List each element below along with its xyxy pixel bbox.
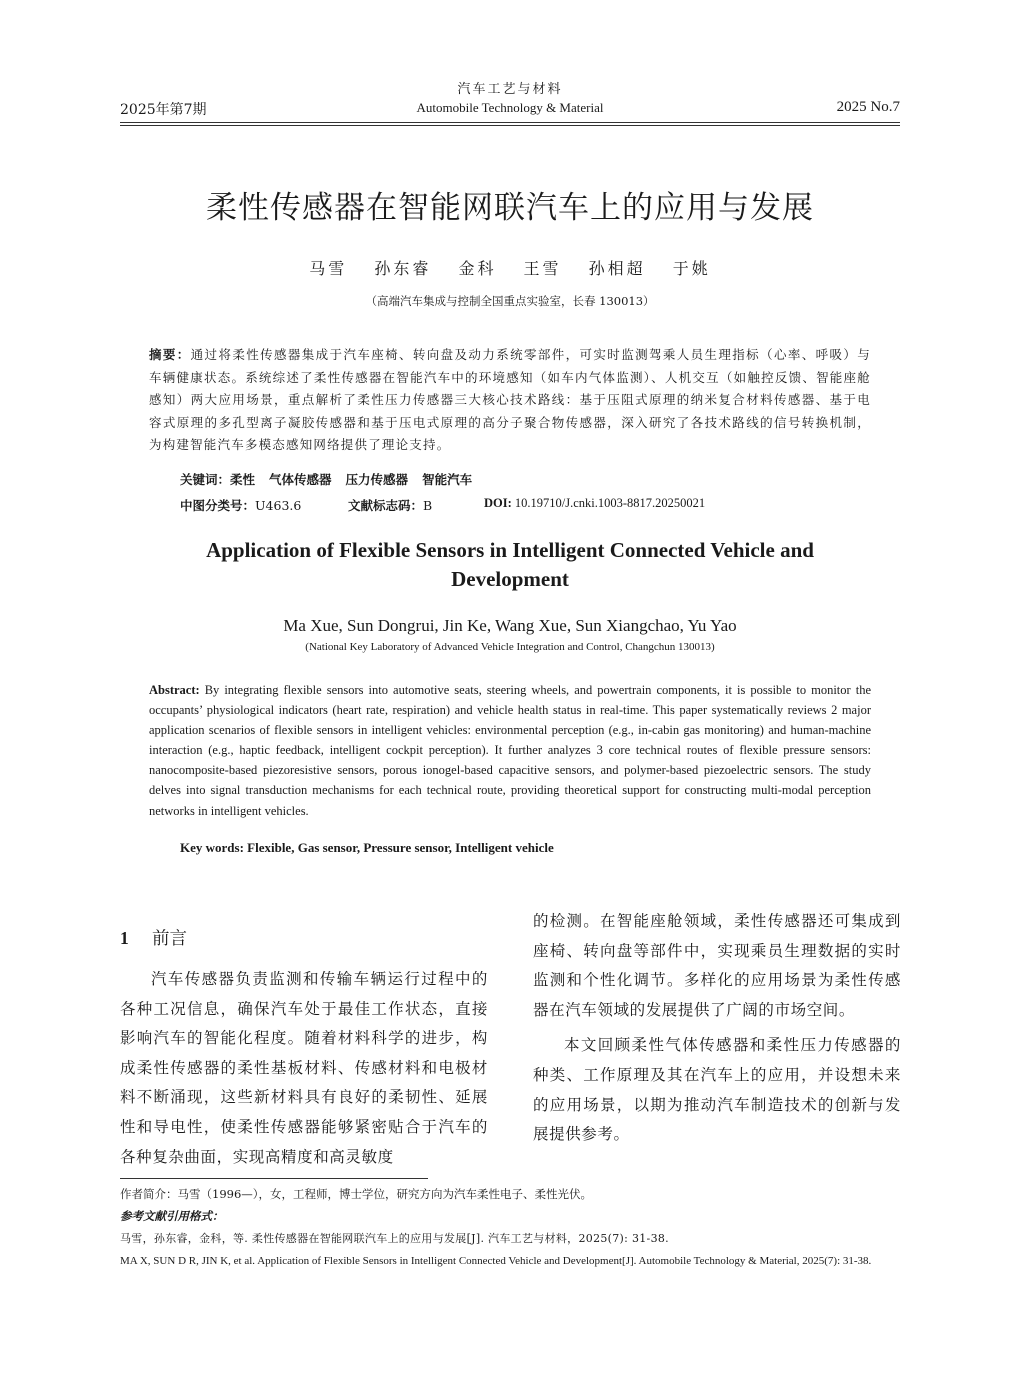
abstract-text-en: By integrating flexible sensors into automotive seats, steering wheels, and powertrain components, it is possible to monitor the occupants’ physiological indicators (heart rate, respiration) and vehicle health status in real-time. This paper systematically reviews 2 major application scenarios of flexible sensors in intelligent vehicles: environmental perception (e.g., in-cabin gas monitoring) and human-machine interaction (e.g., haptic feedback, intelligent cockpit perception). It further analyzes 3 core technical routes of flexible pressure sensors: nanocomposite-based piezoresistive sensors, porous ionogel-based capacitive sensors, and polymer-based piezoelectric sensors. The study delves into signal transduction mechanisms for each technical route, providing theoretical support for constructing multi-modal perception networks in intelligent vehicles. xyxy=(149,683,871,818)
body-paragraph: 汽车传感器负责监测和传输车辆运行过程中的各种工况信息，确保汽车处于最佳工作状态，直接影响汽车的智能化程度。随着材料科学的进步，构成柔性传感器的柔性基板材料、传感材料和电极材料不断涌现，这些新材料具有良好的柔韧性、延展性和导电性，使柔性传感器能够紧密贴合于汽车的各种复杂曲面，实现高精度和高灵敏度 xyxy=(120,970,488,1166)
header-rule-bottom xyxy=(120,125,900,126)
keywords-label-cn: 关键词： xyxy=(180,472,231,487)
keywords-en: Key words: Flexible, Gas sensor, Pressure sensor, Intelligent vehicle xyxy=(180,840,554,855)
affiliation-en: (National Key Laboratory of Advanced Vehicle Integration and Control, Changchun 130013) xyxy=(305,641,715,653)
author-list-cn xyxy=(0,256,1020,279)
section-title: 前言 xyxy=(152,929,187,949)
citation-cn: 马雪，孙东睿，金科，等. 柔性传感器在智能网联汽车上的应用与发展[J]. 汽车工艺与材料，2025(7): 31-38. xyxy=(120,1232,669,1245)
section-heading xyxy=(120,925,187,950)
body-column-left xyxy=(120,965,488,1172)
section-number: 1 xyxy=(120,928,129,948)
author-name: 孙相超 xyxy=(588,259,646,278)
keyword: 压力传感器 xyxy=(345,472,409,487)
running-header-issue-cn: 2025年第7期 xyxy=(120,102,207,118)
abstract-label-cn: 摘要： xyxy=(149,347,191,362)
keyword: 气体传感器 xyxy=(269,472,332,487)
keywords-cn xyxy=(180,470,486,488)
doi: DOI: 10.19710/J.cnki.1003-8817.20250021 xyxy=(484,496,706,510)
abstract-text-cn: 通过将柔性传感器集成于汽车座椅、转向盘及动力系统零部件，可实时监测驾乘人员生理指标（心率、呼吸）与车辆健康状态。系统综述了柔性传感器在智能汽车中的环境感知（如车内气体监测）、人机交互（如触控反馈、智能座舱感知）两大应用场景，重点解析了柔性压力传感器三大核心技术路线：基于压阻式原理的纳米复合材料传感器、基于电容式原理的多孔型离子凝胶传感器和基于压电式原理的高分子聚合物传感器，深入研究了各技术路线的信号转换机制，为构建智能汽车多模态感知网络提供了理论支持。 xyxy=(149,347,871,452)
author-bio: 作者简介：马雪（1996—），女，工程师，博士学位，研究方向为汽车柔性电子、柔性光伏。 xyxy=(120,1187,593,1201)
article-title-en xyxy=(0,536,1020,594)
author-name: 孙东睿 xyxy=(374,259,432,278)
document-code: 文献标志码：B xyxy=(348,498,433,513)
footnote-rule xyxy=(120,1178,428,1179)
abstract-cn xyxy=(149,344,871,457)
clc-code: 中图分类号：U463.6 xyxy=(180,498,302,513)
citation-heading: 参考文献引用格式： xyxy=(120,1209,224,1223)
body-paragraph: 的检测。在智能座舱领域，柔性传感器还可集成到座椅、转向盘等部件中，实现乘员生理数据的实时监测和个性化调节。多样化的应用场景为柔性传感器在汽车领域的发展提供了广阔的市场空间。 xyxy=(533,912,901,1019)
running-header-journal-en: Automobile Technology & Material xyxy=(416,100,604,115)
affiliation-cn: （高端汽车集成与控制全国重点实验室，长春 130013） xyxy=(365,294,655,308)
body-paragraph: 本文回顾柔性气体传感器和柔性压力传感器的种类、工作原理及其在汽车上的应用，并设想未来的应用场景，以期为推动汽车制造技术的创新与发展提供参考。 xyxy=(533,1036,901,1144)
body-column-right xyxy=(533,907,901,1150)
header-rule-top xyxy=(120,122,900,123)
article-title-cn: 柔性传感器在智能网联汽车上的应用与发展 xyxy=(206,190,814,226)
author-name: 金科 xyxy=(458,259,497,278)
author-name: 马雪 xyxy=(309,259,348,278)
running-header-journal-cn: 汽车工艺与材料 xyxy=(457,82,563,97)
running-header-issue-en: 2025 No.7 xyxy=(836,99,900,115)
abstract-label-en: Abstract: xyxy=(149,683,205,697)
author-name: 王雪 xyxy=(523,259,562,278)
author-list-en: Ma Xue, Sun Dongrui, Jin Ke, Wang Xue, Sun Xiangchao, Yu Yao xyxy=(283,616,737,635)
abstract-en xyxy=(149,680,871,821)
keyword: 智能汽车 xyxy=(422,472,473,487)
article-title-en-text: Application of Flexible Sensors in Intelligent Connected Vehicle and Development xyxy=(206,538,814,591)
author-name: 于姚 xyxy=(672,259,711,278)
keyword: 柔性 xyxy=(230,472,256,487)
citation-en: MA X, SUN D R, JIN K, et al. Application of Flexible Sensors in Intelligent Connected Vehicle and Development[J]. Automobile Technology & Material, 2025(7): 31-38. xyxy=(120,1255,872,1267)
